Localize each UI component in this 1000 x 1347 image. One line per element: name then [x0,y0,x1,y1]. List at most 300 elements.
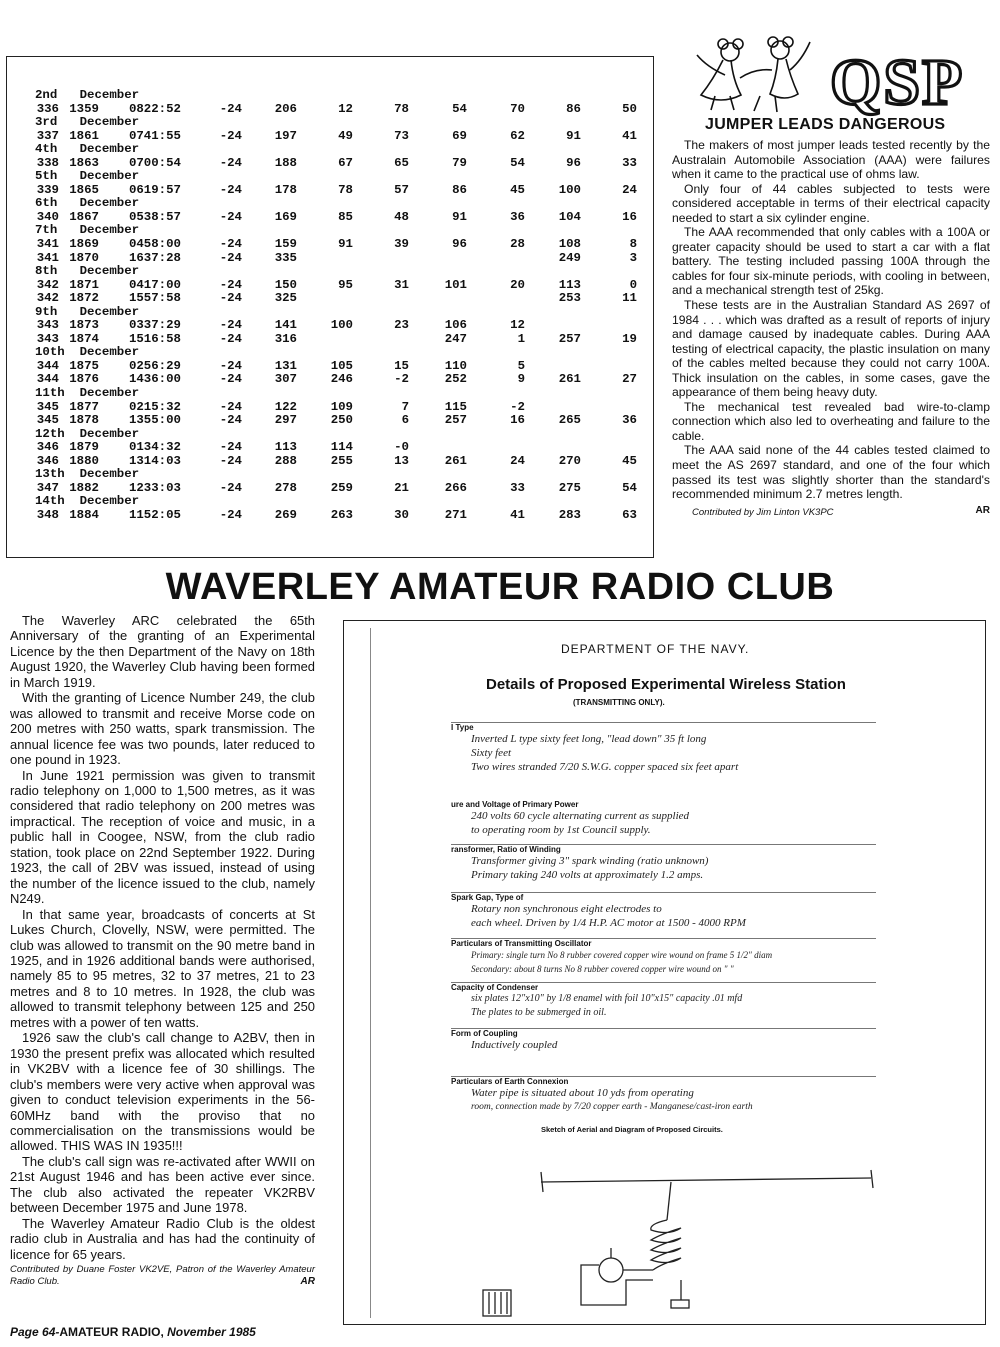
qsp-credit: Contributed by Jim Linton VK3PC [692,506,834,518]
table-row [35,360,655,374]
table-cell: 12 [338,101,353,116]
table-cell: 105 [330,358,353,373]
table-cell: 39 [394,237,409,252]
table-cell: 257 [444,413,467,428]
table-cell: 86 [452,182,467,197]
table-cell: 30 [394,507,409,522]
table-cell: -24 [219,101,242,116]
table-cell: 341 [36,237,59,252]
table-cell: -24 [219,182,242,197]
table-cell: 33 [510,480,525,495]
table-cell: 1869 [69,237,99,252]
table-cell: -24 [219,480,242,495]
table-cell: 1861 [69,128,99,143]
table-date-heading [35,306,655,320]
table-row [35,401,655,415]
table-cell: 247 [444,331,467,346]
table-cell: 24 [510,453,525,468]
table-date-heading [35,346,655,360]
table-cell: -24 [219,453,242,468]
table-cell: 342 [36,277,59,292]
qsp-logo-text: QSP [830,46,965,119]
table-cell: 347 [36,480,59,495]
table-cell: 1880 [69,453,99,468]
table-cell: 0417:00 [128,277,181,292]
table-cell: 169 [274,209,297,224]
table-cell: 91 [452,209,467,224]
table-date-heading [35,89,655,103]
table-date-heading-text: 12th December [35,426,140,441]
table-cell: 0822:52 [128,101,181,116]
table-row [35,292,655,306]
table-cell: 1865 [69,182,99,197]
handwritten-line: Sixty feet [471,747,512,759]
table-cell: 0 [629,277,637,292]
qsp-paragraph: These tests are in the Australian Standard AS 2697 of 1984 . . . which was drafted as a result of reports of injury and damage caused by inadequate cables. During AAA testing of electrical capacity, the plastic insulation on many of the cables melted because they could not carry 100A. Thick insulation on the cables, in some cases, gave the appearance of them being heavy duty. [672,298,990,400]
qsp-paragraph: The makers of most jumper leads tested recently by the Australain Automobile Association (AAA) were failures when it came to the practical use of ohms law. [672,138,990,182]
article-paragraph: With the granting of Licence Number 249, the club was allowed to transmit and receive Morse code on 200 metres with 250 watts, spark transmission. The annual licence fee was two pounds, later reduced to one pound in 1923. [10,690,315,768]
article-paragraph: The Waverley Amateur Radio Club is the oldest radio club in Australia and has had the continuity of licence for 65 years. [10,1215,315,1262]
table-date-heading [35,224,655,238]
table-cell: 1872 [69,291,99,306]
article-paragraph: 1926 saw the club's call change to A2BV, then in 1930 the present prefix was allocated which resulted in VK2BV with a licence fee of 30 shillings. The club's members were very active when approval was given to conduct television experiments in the 56-60MHz band with the proviso that no commercialisation on the transmissions would be allowed. THIS WAS IN 1935!!! [10,1030,315,1154]
document-department: DEPARTMENT OF THE NAVY. [561,642,750,656]
handwritten-line: Inductively coupled [471,1039,558,1051]
table-cell: 1882 [69,480,99,495]
table-cell: 0256:29 [128,358,181,373]
article-paragraph: In June 1921 permission was given to transmit radio telephony on 1,000 to 1,500 metres, as it was considered that radio telephony on 200 metres was impractical. The reception of voice and music, in a public hall in Coogee, NSW, from the club radio station, took place on 22nd September 1922. During 1923, the call of 2BV was issued, instead of using the number of the licence issued to the club, namely N249. [10,767,315,907]
table-cell: 339 [36,182,59,197]
form-section-label: I Type [451,723,474,732]
table-cell: 6 [401,413,409,428]
table-cell: 0619:57 [128,182,181,197]
table-cell: 5 [517,358,525,373]
table-cell: 15 [394,358,409,373]
table-cell: 36 [622,413,637,428]
table-cell: 21 [394,480,409,495]
table-cell: 344 [36,358,59,373]
table-cell: 266 [444,480,467,495]
qsp-paragraph: Only four of 44 cables subjected to tests were considered acceptable in terms of their electrical capacity needed to start a six cylinder engine. [672,181,990,225]
table-cell: -24 [219,440,242,455]
table-cell: 131 [274,358,297,373]
table-cell: 48 [394,209,409,224]
table-cell: 45 [510,182,525,197]
table-cell: 1873 [69,318,99,333]
table-cell: 297 [274,413,297,428]
table-cell: 113 [558,277,581,292]
form-section-label: Particulars of Transmitting Oscillator [451,939,592,948]
table-cell: -24 [219,277,242,292]
table-cell: 342 [36,291,59,306]
qsp-logo-dancers-icon [690,30,985,125]
table-cell: 104 [558,209,581,224]
table-cell: -24 [219,372,242,387]
table-cell: 67 [338,155,353,170]
form-section-coupling [451,1028,876,1069]
table-row [35,333,655,347]
handwritten-line: The plates to be submerged in oil. [471,1007,607,1018]
table-cell: 28 [510,237,525,252]
table-cell: 288 [274,453,297,468]
article-credit [10,1264,315,1288]
table-cell: 63 [622,507,637,522]
table-cell: 345 [36,399,59,414]
table-row [35,482,655,496]
table-cell: 73 [394,128,409,143]
form-section-label: ure and Voltage of Primary Power [451,800,579,809]
table-cell: 69 [452,128,467,143]
table-cell: 0700:54 [128,155,181,170]
table-cell: 78 [394,101,409,116]
table-cell: 115 [444,399,467,414]
table-cell: 91 [338,237,353,252]
table-cell: 261 [558,372,581,387]
table-date-heading [35,265,655,279]
handwritten-line: Water pipe is situated about 10 yds from operating [471,1087,694,1099]
data-table [35,89,655,523]
form-section-spark-gap [451,892,876,939]
table-cell: 275 [558,480,581,495]
table-row [35,157,655,171]
table-cell: 65 [394,155,409,170]
table-cell: 79 [452,155,467,170]
table-date-heading [35,495,655,509]
article-paragraph: The Waverley ARC celebrated the 65th Anniversary of the granting of an Experimental Licence by the then Department of the Navy on 18th August 1920, the Waverley Club having been formed in March 1919. [10,613,315,690]
table-cell: 346 [36,440,59,455]
table-cell: 270 [558,453,581,468]
form-section-label: Particulars of Earth Connexion [451,1077,569,1086]
table-cell: 57 [394,182,409,197]
table-cell: 141 [274,318,297,333]
table-cell: 343 [36,331,59,346]
table-cell: 8 [629,237,637,252]
handwritten-line: 240 volts 60 cycle alternating current as supplied [471,810,690,822]
form-section-condenser [451,982,876,1027]
circuit-sketch-icon [471,1140,891,1320]
table-row [35,319,655,333]
table-cell: 0134:32 [128,440,181,455]
table-cell: 252 [444,372,467,387]
table-cell: 41 [510,507,525,522]
table-cell: 348 [36,507,59,522]
table-cell: 341 [36,250,59,265]
table-cell: 188 [274,155,297,170]
table-cell: 95 [338,277,353,292]
table-cell: -24 [219,413,242,428]
sketch-caption: Sketch of Aerial and Diagram of Proposed Circuits. [541,1125,723,1134]
table-cell: 114 [330,440,353,455]
handwritten-line: Primary: single turn No 8 rubber covered copper wire wound on frame 5 1/2" diam [471,950,773,960]
table-row [35,455,655,469]
table-cell: 1557:58 [128,291,181,306]
handwritten-line: Transformer giving 3" spark winding (ratio unknown) [471,855,709,867]
table-cell: 101 [444,277,467,292]
table-date-heading-text: 9th December [35,304,140,319]
table-cell: 31 [394,277,409,292]
footer-date: November 1985 [163,1325,256,1339]
table-cell: 0741:55 [128,128,181,143]
table-cell: 96 [566,155,581,170]
table-cell: 91 [566,128,581,143]
table-cell: 0337:29 [128,318,181,333]
table-cell: 45 [622,453,637,468]
table-cell: 316 [274,331,297,346]
table-cell: 33 [622,155,637,170]
table-cell: 1884 [69,507,99,522]
table-cell: 54 [452,101,467,116]
licence-document [370,628,976,1318]
table-row [35,211,655,225]
article-body [10,613,315,1288]
table-cell: 346 [36,453,59,468]
table-cell: 278 [274,480,297,495]
form-section-label: ransformer, Ratio of Winding [451,845,561,854]
table-date-heading [35,428,655,442]
qsp-paragraph: The AAA recommended that only cables with a 100A or greater capacity should be used to start a car with a flat battery. The testing included passing 100A through the cables for four six-minute periods, with cooling in between, and a mechanical strength test of 25kg. [672,225,990,298]
table-cell: 86 [566,101,581,116]
table-cell: 7 [401,399,409,414]
article-paragraph: The club's call sign was re-activated after WWII on 21st August 1946 and has been active ever since. The club also activated the repeater VK2RBV between December 1975 and June 1978. [10,1153,315,1216]
footer-page: Page 64- [10,1325,60,1339]
table-cell: 100 [558,182,581,197]
table-cell: 1879 [69,440,99,455]
table-cell: 0215:32 [128,399,181,414]
table-cell: 1 [517,331,525,346]
table-cell: -24 [219,155,242,170]
table-cell: 1877 [69,399,99,414]
table-cell: 338 [36,155,59,170]
table-cell: 197 [274,128,297,143]
table-cell: -0 [394,440,409,455]
table-cell: 345 [36,413,59,428]
table-cell: 106 [444,318,467,333]
form-section-power [451,800,876,844]
table-cell: 1359 [69,101,99,116]
table-cell: 110 [444,358,467,373]
table-cell: 54 [510,155,525,170]
handwritten-line: each wheel. Driven by 1/4 H.P. AC motor at 1500 - 4000 RPM [471,917,746,929]
table-date-heading [35,387,655,401]
table-date-heading-text: 6th December [35,196,140,211]
qsp-body [672,138,990,520]
article-title: WAVERLEY AMATEUR RADIO CLUB [165,566,835,608]
handwritten-line: to operating room by 1st Council supply. [471,824,651,836]
table-cell: 269 [274,507,297,522]
qsp-end-mark: AR [975,504,990,516]
table-cell: 16 [622,209,637,224]
table-cell: 1878 [69,413,99,428]
table-cell: 1871 [69,277,99,292]
table-date-heading-text: 13th December [35,467,140,482]
table-cell: -24 [219,507,242,522]
table-cell: 1637:28 [128,250,181,265]
table-cell: 325 [274,291,297,306]
table-cell: 1870 [69,250,99,265]
table-cell: 1876 [69,372,99,387]
table-cell: 16 [510,413,525,428]
table-row [35,509,655,523]
table-cell: 108 [558,237,581,252]
table-date-heading-text: 3rd December [35,115,140,130]
document-subtitle: (TRANSMITTING ONLY). [573,698,665,707]
table-cell: 1875 [69,358,99,373]
handwritten-line: Inverted L type sixty feet long, "lead down" 35 ft long [471,733,707,745]
table-cell: 41 [622,128,637,143]
table-cell: 27 [622,372,637,387]
table-cell: 11 [622,291,637,306]
table-cell: -24 [219,399,242,414]
footer-magazine: AMATEUR RADIO, [59,1325,164,1339]
table-cell: 70 [510,101,525,116]
table-cell: 85 [338,209,353,224]
table-row [35,238,655,252]
table-cell: 263 [330,507,353,522]
table-cell: 62 [510,128,525,143]
table-cell: 159 [274,237,297,252]
handwritten-line: Secondary: about 8 turns No 8 rubber covered copper wire wound on " " [471,964,734,974]
table-cell: 1516:58 [128,331,181,346]
table-cell: 255 [330,453,353,468]
table-cell: 0538:57 [128,209,181,224]
table-cell: 344 [36,372,59,387]
table-row [35,130,655,144]
table-cell: 1436:00 [128,372,181,387]
table-cell: 337 [36,128,59,143]
article-end-mark: AR [300,1276,315,1288]
table-cell: 265 [558,413,581,428]
table-cell: -24 [219,318,242,333]
table-cell: 78 [338,182,353,197]
table-cell: -2 [510,399,525,414]
table-date-heading [35,468,655,482]
table-cell: 109 [330,399,353,414]
table-cell: 150 [274,277,297,292]
table-date-heading [35,143,655,157]
table-row [35,279,655,293]
table-row [35,103,655,117]
table-cell: 3 [629,250,637,265]
table-cell: 20 [510,277,525,292]
data-table-panel [6,56,654,558]
table-cell: 113 [274,440,297,455]
table-cell: 1874 [69,331,99,346]
table-cell: 1233:03 [128,480,181,495]
document-title: Details of Proposed Experimental Wireless Station [486,676,846,693]
table-cell: -24 [219,331,242,346]
table-cell: 249 [558,250,581,265]
table-cell: 336 [36,101,59,116]
table-cell: -24 [219,358,242,373]
table-cell: 1314:03 [128,453,181,468]
table-date-heading-text: 8th December [35,264,140,279]
table-cell: 178 [274,182,297,197]
table-cell: 261 [444,453,467,468]
table-cell: -24 [219,237,242,252]
table-cell: 259 [330,480,353,495]
form-section-transformer [451,844,876,891]
article-credit-text: Contributed by Duane Foster VK2VE, Patron of the Waverley Amateur Radio Club. [10,1264,315,1288]
qsp-heading: JUMPER LEADS DANGEROUS [705,116,946,133]
form-section-label: Capacity of Condenser [451,983,539,992]
handwritten-line: six plates 12"x10" by 1/8 enamel with foil 10"x15" capacity .01 mfd [471,993,743,1004]
form-section-label: Form of Coupling [451,1029,518,1038]
form-section-earth [451,1076,876,1121]
table-cell: 1152:05 [128,507,181,522]
table-date-heading-text: 5th December [35,169,140,184]
table-cell: 335 [274,250,297,265]
table-cell: 271 [444,507,467,522]
table-cell: 23 [394,318,409,333]
qsp-paragraph: The mechanical test revealed bad wire-to-clamp connection which also led to overheating and failure to the cable. [672,399,990,443]
table-cell: 100 [330,318,353,333]
table-cell: 0458:00 [128,237,181,252]
table-cell: 246 [330,372,353,387]
table-cell: 122 [274,399,297,414]
table-cell: -2 [394,372,409,387]
handwritten-line: Rotary non synchronous eight electrodes to [471,903,662,915]
table-cell: 36 [510,209,525,224]
table-date-heading-text: 10th December [35,345,140,360]
table-date-heading [35,170,655,184]
table-cell: 340 [36,209,59,224]
table-cell: -24 [219,250,242,265]
handwritten-line: Two wires stranded 7/20 S.W.G. copper spaced six feet apart [471,761,739,773]
table-cell: 96 [452,237,467,252]
handwritten-line: room, connection made by 7/20 copper earth - Manganese/cast-iron earth [471,1102,753,1112]
table-cell: -24 [219,209,242,224]
table-cell: 206 [274,101,297,116]
table-cell: 13 [394,453,409,468]
table-cell: 24 [622,182,637,197]
table-row [35,441,655,455]
table-date-heading-text: 7th December [35,223,140,238]
table-cell: 50 [622,101,637,116]
table-date-heading-text: 14th December [35,494,140,509]
table-date-heading-text: 11th December [35,386,140,401]
table-cell: -24 [219,128,242,143]
table-row [35,414,655,428]
table-cell: 343 [36,318,59,333]
table-date-heading-text: 4th December [35,142,140,157]
table-cell: 12 [510,318,525,333]
table-cell: 19 [622,331,637,346]
table-cell: 1863 [69,155,99,170]
page-footer [10,1325,256,1339]
table-cell: -24 [219,291,242,306]
form-section-label: Spark Gap, Type of [451,893,524,902]
qsp-paragraph: The AAA said none of the 44 cables tested claimed to meet the AS 2697 standard, and one of the four which passed its test was slightly shorter than the standard's recommended minimum 2.7 metres length. [672,443,990,502]
table-cell: 1867 [69,209,99,224]
table-date-heading [35,197,655,211]
table-cell: 257 [558,331,581,346]
table-date-heading-text: 2nd December [35,88,140,102]
table-cell: 54 [622,480,637,495]
table-cell: 283 [558,507,581,522]
table-cell: 250 [330,413,353,428]
form-section-aerial [451,722,876,797]
table-row [35,373,655,387]
article-paragraph: In that same year, broadcasts of concerts at St Lukes Church, Clovelly, NSW, were permitted. The club was allowed to transmit on the 90 metre band in 1925, and in 1926 additional bands were authorised, namely 85 to 95 metres, 32 to 37 metres, 21 to 23 metres and 8 to 10 metres. In 1928, the club was allowed to transmit telephony between 125 and 250 metres with a power of ten watts. [10,906,315,1030]
table-date-heading [35,116,655,130]
table-cell: 49 [338,128,353,143]
table-row [35,252,655,266]
form-section-oscillator [451,938,876,983]
table-cell: 9 [517,372,525,387]
table-cell: 1355:00 [128,413,181,428]
table-row [35,184,655,198]
handwritten-line: Primary taking 240 volts at approximately 1.2 amps. [471,869,704,881]
